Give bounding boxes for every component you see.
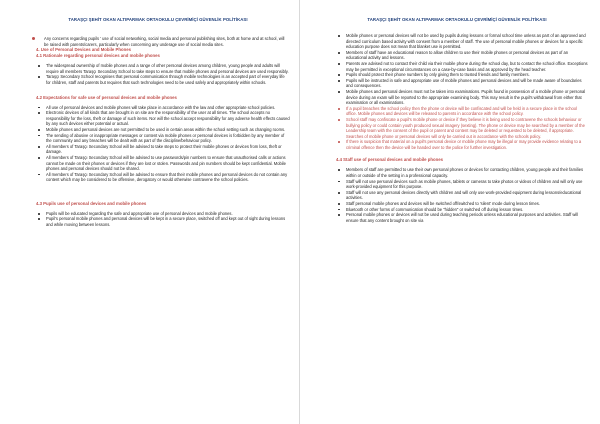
list-item: The sending of abusive or inappropriate messages or content via mobile phones or personal devices is forbidden by any member of the community and any breaches will be dealt with as part of the discipline/behaviour policy.: [36, 133, 290, 144]
list-item: Any concerns regarding pupils ' use of social networking, social media and personal publishing sites, both at home and at school, will be raised with parents/carers, particularly when concerning any underage use of social media sites.: [30, 36, 290, 47]
page-header: TARAŞÇI ŞEHİT OKAN ALTIPARMAK ORTAOKULU ÇEVRİMİÇİ GÜVENLİK POLİTİKASI: [367, 17, 547, 22]
list-item: Mobile phones and personal devices are not permitted to be used in certain areas within the school setting such as changing rooms.: [36, 127, 290, 133]
list-item: Pupils will be instructed in safe and appropriate use of mobile phones and personal devices and will be made aware of boundaries and consequences.: [336, 78, 588, 89]
list-item: Mobile phones and personal devices must not be taken into examinations. Pupils found in possession of a mobile phone or personal device during an exam will be reported to the appropriate examining body. This may result in the pupil's withdrawal from either that examination or all examinations.: [336, 89, 588, 106]
page-header: TARAŞÇI ŞEHİT OKAN ALTIPARMAK ORTAOKULU ÇEVRİMİÇİ GÜVENLİK POLİTİKASI: [68, 17, 248, 22]
list-item: Parents are advised not to contact their child via their mobile phone during the school day, but to contact the school office. Exceptions may be permitted in exceptional circumstances on a case-by-case basis and as approved by the head teacher.: [336, 61, 588, 72]
list-item: Mobile phones or personal devices will not be used by pupils during lessons or formal school time unless as part of an approved and directed curriculum based activity with consent from a member of staff. The use of personal mobile phones or devices for a specific education purpose does not mean that blanket use is permitted.: [336, 33, 588, 50]
list-4-1: [36, 63, 290, 85]
list-item-highlighted: If a pupil breaches the school policy then the phone or device will be confiscated and will be held in a secure place in the school office. Mobile phones and devices will be released to parents in accordance with the school policy.: [336, 106, 588, 117]
list-item: Taraşçı Secondary School recognises that personal communication through mobile technologies is an accepted part of everyday life for children, staff and parents but requires that such technologies need to be used safely and appropriately within schools.: [36, 74, 290, 85]
list-item: Staff will not use any personal devices directly with children and will only use work-provided equipment during lessons/educational activities.: [336, 190, 588, 201]
intro-list: [36, 36, 290, 47]
list-item: Staff will not use personal devices such as mobile phones, tablets or cameras to take photos or videos of children and will only use work-provided equipment for this purpose.: [336, 179, 588, 190]
section-heading-4-4: 4.4 Staff use of personal devices and mobile phones: [336, 157, 443, 163]
list-item: Pupils will be educated regarding the safe and appropriate use of personal devices and mobile phones.: [36, 211, 290, 217]
list-item: Personal mobile phones or devices will not be used during teaching periods unless educational purposes and activities. Staff will ensure that any content brought on site via: [336, 212, 588, 223]
list-item: Staff personal mobile phones and devices will be switched off/switched to 'silent' mode during lesson times.: [336, 201, 588, 207]
list-4-2: [36, 105, 290, 183]
list-pupil-rules: [336, 33, 588, 150]
list-item-highlighted: If there is suspicion that material on a pupil's personal device or mobile phone may be illegal or may provide evidence relating to a criminal offence then the device will be handed over to the police for further investigation.: [336, 139, 588, 150]
section-heading-4: 4. Use of Personal Devices and Mobile Phones: [36, 47, 132, 53]
list-item: All members of Taraşçı Secondary School will be advised to take steps to protect their mobile phones or devices from loss, theft or damage.: [36, 144, 290, 155]
list-item: All use of personal devices and mobile phones will take place in accordance with the law and other appropriate school policies.: [36, 105, 290, 111]
list-item: The widespread ownership of mobile phones and a range of other personal devices among children, young people and adults will require all members Taraşçı Secondary School to take steps to ensure that mobile phones and personal devices are used responsibly.: [36, 63, 290, 74]
list-item: Pupils should protect their phone numbers by only giving them to trusted friends and family members.: [336, 72, 588, 78]
section-heading-4-1: 4.1 Rationale regarding personal devices and mobile phones: [36, 53, 160, 59]
list-item: Electronic devices of all kinds that are brought in on site are the responsibility of the user at all times. The school accepts no responsibility for the loss, theft or damage of such items. Nor will the school accept responsibility for any adverse health effects caused by any such devices either potential or actual.: [36, 110, 290, 127]
list-item: All members of Taraşçı Secondary School will be advised to ensure that their mobile phones and personal devices do not contain any content which may be considered to be offensive, derogatory or would otherwise contravene the school policies.: [36, 172, 290, 183]
list-item: Bluetooth or other forms of communication should be "hidden" or switched off during lesson times.: [336, 207, 588, 213]
page-right: [300, 0, 600, 424]
list-item: Members of staff have an educational reason to allow children to use their mobile phones or personal devices as part of an educational activity and lessons.: [336, 50, 588, 61]
list-item: All members of Taraşçı Secondary School will be advised to use passwords/pin numbers to ensure that unauthorised calls or actions cannot be made on their phones or devices if they are lost or stolen. Passwords and pin numbers should be kept confidential. Mobile phones and personal devices should not be shared.: [36, 155, 290, 172]
list-item: Members of staff are permitted to use their own personal phones or devices for contacting children, young people and their families within or outside of the setting in a professional capacity.: [336, 167, 588, 178]
list-item-highlighted: School staff may confiscate a pupil's mobile phone or device if they believe it is being used to contravene the schools behaviour or bullying policy or could contain youth produced sexual imagery (sexting). The phone or device may be searched by a member of the Leadership team with the consent of the pupil or parent and content may be deleted or requested to be deleted, if appropriate. Searches of mobile phone or personal devices will only be carried out in accordance with the schools policy.: [336, 117, 588, 139]
section-heading-4-3: 4.3 Pupils use of personal devices and mobile phones: [36, 200, 147, 206]
list-item: Pupil's personal mobile phones and personal devices will be kept in a secure place, switched off and kept out of sight during lessons and while moving between lessons.: [36, 216, 290, 227]
list-4-4: [336, 167, 588, 223]
list-4-3: [36, 211, 290, 228]
section-heading-4-2: 4.2 Expectations for safe use of personal devices and mobile phones: [36, 94, 177, 100]
